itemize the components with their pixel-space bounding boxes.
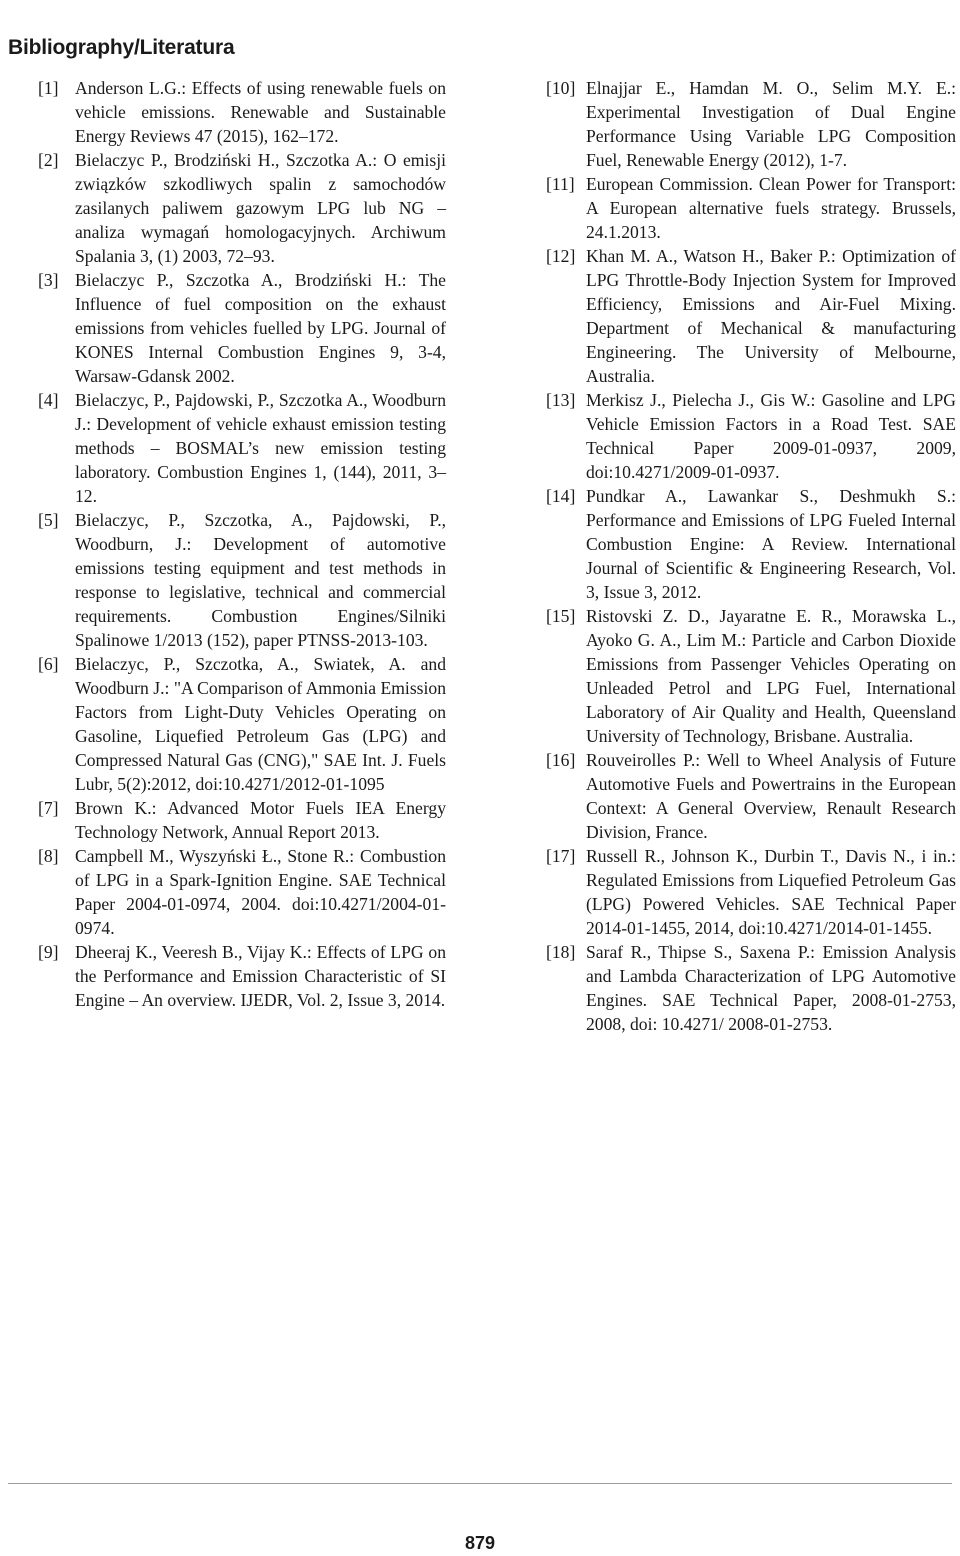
reference-item xyxy=(546,244,956,388)
reference-item xyxy=(38,796,446,844)
reference-text: European Commission. Clean Power for Transport: A European alternative fuels strategy. Brussels, 24.1.2013. xyxy=(586,174,956,242)
reference-number: [9] xyxy=(38,942,59,962)
reference-text: Bielaczyc, P., Szczotka, A., Swiatek, A. and Woodburn J.: "A Comparison of Ammonia Emission Factors from Light-Duty Vehicles Operating on Gasoline, Liquefied Petroleum Gas (LPG) and Compressed Natural Gas (CNG)," SAE Int. J. Fuels Lubr, 5(2):2012, doi:10.4271/2012-01-1095 xyxy=(75,654,446,794)
bibliography-right-column xyxy=(546,76,956,1036)
reference-text: Dheeraj K., Veeresh B., Vijay K.: Effects of LPG on the Performance and Emission Characteristic of SI Engine – An overview. IJEDR, Vol. 2, Issue 3, 2014. xyxy=(75,942,446,1010)
reference-item xyxy=(546,172,956,244)
reference-number: [1] xyxy=(38,78,59,98)
reference-text: Russell R., Johnson K., Durbin T., Davis N., i in.: Regulated Emissions from Liquefied Petroleum Gas (LPG) Powered Vehicles. SAE Technical Paper 2014-01-1455, 2014, doi:10.4271/2014-01-1455. xyxy=(586,846,956,938)
reference-item xyxy=(546,388,956,484)
reference-item xyxy=(38,388,446,508)
bibliography-left-column xyxy=(38,76,446,1012)
reference-item xyxy=(38,148,446,268)
reference-number: [18] xyxy=(546,942,576,962)
reference-item xyxy=(38,268,446,388)
reference-number: [13] xyxy=(546,390,576,410)
reference-number: [17] xyxy=(546,846,576,866)
reference-text: Pundkar A., Lawankar S., Deshmukh S.: Performance and Emissions of LPG Fueled Internal Combustion Engine: A Review. International Journal of Scientific & Engineering Research, Vol. 3, Issue 3, 2012. xyxy=(586,486,956,602)
reference-text: Anderson L.G.: Effects of using renewable fuels on vehicle emissions. Renewable and Sustainable Energy Reviews 47 (2015), 162–172. xyxy=(75,78,446,146)
reference-item xyxy=(546,844,956,940)
reference-item xyxy=(38,508,446,652)
reference-text: Bielaczyc, P., Pajdowski, P., Szczotka A., Woodburn J.: Development of vehicle exhaust emission testing methods – BOSMAL’s new emission testing laboratory. Combustion Engines 1, (144), 2011, 3–12. xyxy=(75,390,446,506)
reference-number: [2] xyxy=(38,150,59,170)
reference-item xyxy=(546,940,956,1036)
reference-text: Campbell M., Wyszyński Ł., Stone R.: Combustion of LPG in a Spark-Ignition Engine. SAE Technical Paper 2004-01-0974, 2004. doi:10.4271/2004-01-0974. xyxy=(75,846,446,938)
reference-number: [10] xyxy=(546,78,576,98)
footer-divider xyxy=(8,1483,952,1484)
reference-text: Elnajjar E., Hamdan M. O., Selim M.Y. E.: Experimental Investigation of Dual Engine Performance Using Variable LPG Composition Fuel, Renewable Energy (2012), 1-7. xyxy=(586,78,956,170)
reference-number: [5] xyxy=(38,510,59,530)
reference-text: Bielaczyc P., Brodziński H., Szczotka A.: O emisji związków szkodliwych spalin z samochodów zasilanych paliwem gazowym LPG lub NG – analiza wymagań homologacyjnych. Archiwum Spalania 3, (1) 2003, 72–93. xyxy=(75,150,446,266)
reference-text: Merkisz J., Pielecha J., Gis W.: Gasoline and LPG Vehicle Emission Factors in a Road Test. SAE Technical Paper 2009-01-0937, 2009, doi:10.4271/2009-01-0937. xyxy=(586,390,956,482)
reference-text: Bielaczyc, P., Szczotka, A., Pajdowski, P., Woodburn, J.: Development of automotive emissions testing equipment and test methods in response to legislative, technical and commercial requirements. Combustion Engines/Silniki Spalinowe 1/2013 (152), paper PTNSS-2013-103. xyxy=(75,510,446,650)
reference-text: Saraf R., Thipse S., Saxena P.: Emission Analysis and Lambda Characterization of LPG Automotive Engines. SAE Technical Paper, 2008-01-2753, 2008, doi: 10.4271/ 2008-01-2753. xyxy=(586,942,956,1034)
reference-number: [16] xyxy=(546,750,576,770)
reference-number: [12] xyxy=(546,246,576,266)
reference-number: [7] xyxy=(38,798,59,818)
reference-item xyxy=(38,940,446,1012)
reference-item xyxy=(546,484,956,604)
reference-text: Ristovski Z. D., Jayaratne E. R., Morawska L., Ayoko G. A., Lim M.: Particle and Carbon Dioxide Emissions from Passenger Vehicles Operating on Unleaded Petrol and LPG Fuel, International Laboratory of Air Quality and Health, Queensland University of Technology, Brisbane. Australia. xyxy=(586,606,956,746)
page-number: 879 xyxy=(464,1533,496,1553)
reference-item xyxy=(38,76,446,148)
reference-text: Khan M. A., Watson H., Baker P.: Optimization of LPG Throttle-Body Injection System for Improved Efficiency, Emissions and Air-Fuel Mixing. Department of Mechanical & manufacturing Engineering. The University of Melbourne, Australia. xyxy=(586,246,956,386)
reference-item xyxy=(38,652,446,796)
reference-number: [3] xyxy=(38,270,59,290)
reference-item xyxy=(38,844,446,940)
reference-number: [15] xyxy=(546,606,576,626)
reference-item xyxy=(546,604,956,748)
reference-number: [14] xyxy=(546,486,576,506)
reference-text: Bielaczyc P., Szczotka A., Brodziński H.: The Influence of fuel composition on the exhaust emissions from vehicles fuelled by LPG. Journal of KONES Internal Combustion Engines 9, 3-4, Warsaw-Gdansk 2002. xyxy=(75,270,446,386)
page-title: Bibliography/Literatura xyxy=(8,36,235,59)
reference-number: [11] xyxy=(546,174,575,194)
reference-number: [6] xyxy=(38,654,59,674)
reference-number: [8] xyxy=(38,846,59,866)
reference-text: Rouveirolles P.: Well to Wheel Analysis of Future Automotive Fuels and Powertrains in the European Context: A General Overview, Renault Research Division, France. xyxy=(586,750,956,842)
reference-number: [4] xyxy=(38,390,59,410)
reference-item xyxy=(546,76,956,172)
reference-text: Brown K.: Advanced Motor Fuels IEA Energy Technology Network, Annual Report 2013. xyxy=(75,798,446,842)
reference-item xyxy=(546,748,956,844)
